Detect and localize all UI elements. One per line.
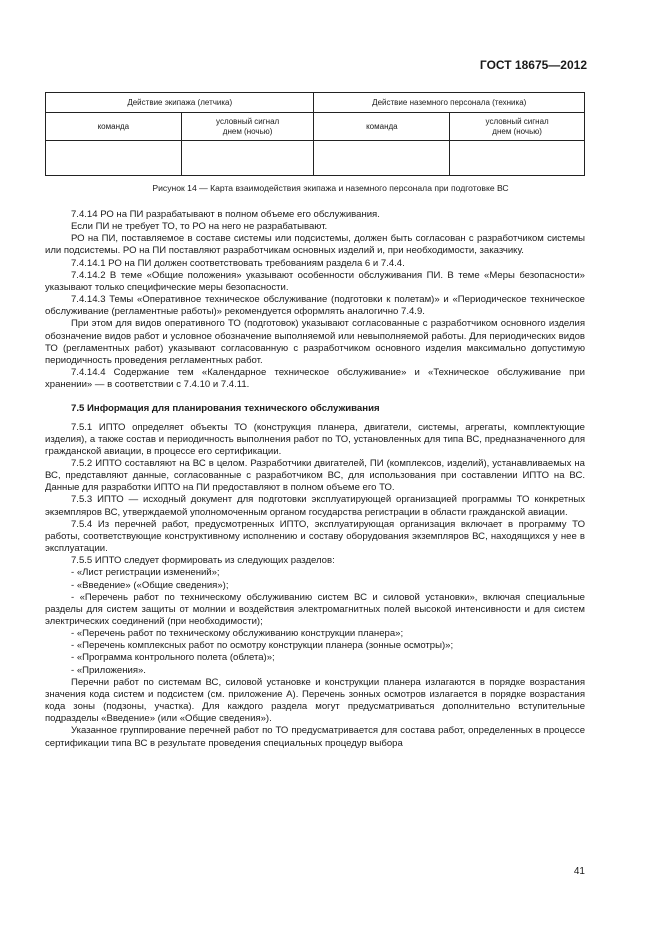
- ground-signal-label: условный сигнал: [485, 116, 549, 126]
- ground-command-header: команда: [314, 113, 450, 141]
- section-heading: 7.5 Информация для планирования технического обслуживания: [71, 403, 380, 415]
- table-empty-cell: [450, 141, 585, 176]
- paragraph: Если ПИ не требует ТО, то РО на него не разрабатывают.: [71, 221, 328, 233]
- ground-signal-sublabel: днем (ночью): [492, 126, 542, 136]
- document-header: ГОСТ 18675—2012: [479, 58, 587, 72]
- paragraph: 7.4.14.3 Темы «Оперативное техническое обслуживание (подготовки к полетам)» и «Периодическое техническое обслуживание (регламентные работы)» рекомендуется оформлять аналогично 7.4.9.: [45, 294, 585, 318]
- list-item: - «Перечень комплексных работ по осмотру конструкции планера (зонные осмотры)»;: [71, 640, 454, 652]
- paragraph: 7.5.1 ИПТО определяет объекты ТО (конструкция планера, двигатели, системы, агрегаты, комплектующие изделия), а также состав и периодичность выполнения работ по ТО, установленных для типа ВС, предназначенного для гражданской авиации, в процессе его сертификации.: [45, 421, 585, 457]
- interaction-card-table: [45, 92, 585, 176]
- paragraph: Перечни работ по системам ВС, силовой установке и конструкции планера излагаются в порядке возрастания значения кода систем и подсистем (см. приложение А). Перечень зонных осмотров излагается в порядке возрастания кода зоны (подзоны, участка). Для каждого раздела могут предусматриваться дополнительно вступительные подразделы «Введение» (или «Общие сведения»).: [45, 676, 585, 725]
- page-number: 41: [573, 866, 585, 877]
- crew-signal-sublabel: днем (ночью): [222, 126, 273, 136]
- paragraph: При этом для видов оперативного ТО (подготовок) указывают согласованные с разработчиком основного изделия обозначение видов работ и условное обозначение выполняемой или невыполняемой работы. Для периодических видов ТО (регламентных работ) указывают согласованную с разработчиком основного изделия максимально допустимую периодичность проведения регламентных работ.: [45, 318, 585, 366]
- list-item: - «Введение» («Общие сведения»);: [71, 579, 229, 591]
- crew-action-header: Действие экипажа (летчика): [46, 93, 314, 113]
- table-empty-cell: [46, 141, 182, 176]
- figure-caption: Рисунок 14 — Карта взаимодействия экипажа и наземного персонала при подготовке ВС: [152, 183, 509, 193]
- paragraph: 7.4.14.4 Содержание тем «Календарное техническое обслуживание» и «Техническое обслуживание при хранении» — в соответствии с 7.4.10 и 7.4.11.: [45, 367, 585, 391]
- paragraph: 7.5.3 ИПТО — исходный документ для подготовки эксплуатирующей организацией программы ТО конкретных экземпляров ВС, утверждаемой уполномоченным органом государства регистрации в области гражданской авиации.: [45, 494, 585, 518]
- crew-signal-label: условный сигнал: [216, 116, 280, 126]
- paragraph: 7.5.5 ИПТО следует формировать из следующих разделов:: [71, 555, 335, 567]
- crew-command-header: команда: [46, 113, 182, 141]
- ground-action-header: Действие наземного персонала (техника): [314, 93, 585, 113]
- paragraph: РО на ПИ, поставляемое в составе системы или подсистемы, должен быть согласован с разработчиком системы или подсистемы. РО на ПИ поставляют разработчикам основных изделий и, при необходимости, заказчику.: [45, 233, 585, 257]
- body-text: [45, 209, 585, 750]
- list-item: - «Программа контрольного полета (облета)»;: [71, 652, 275, 664]
- paragraph: 7.4.14 РО на ПИ разрабатывают в полном объеме его обслуживания.: [71, 209, 380, 220]
- ground-signal-header: [450, 113, 585, 141]
- list-item: - «Приложения».: [71, 664, 146, 676]
- paragraph: 7.4.14.1 РО на ПИ должен соответствовать требованиям раздела 6 и 7.4.4.: [71, 257, 405, 269]
- crew-signal-header: [181, 113, 314, 141]
- list-item: - «Перечень работ по техническому обслуживанию конструкции планера»;: [71, 628, 404, 640]
- paragraph: 7.5.4 Из перечней работ, предусмотренных ИПТО, эксплуатирующая организация включает в программу ТО работы, соответствующие конструктивному исполнению и составу оборудования экземпляров ВС, находящихся у нее в эксплуатации.: [45, 518, 585, 555]
- list-item: - «Перечень работ по техническому обслуживанию систем ВС и силовой установки», включая специальные разделы для систем защиты от молнии и воздействия электромагнитных полей высокой интенсивности и для систем электрических соединений (при необходимости);: [45, 591, 585, 627]
- paragraph: 7.5.2 ИПТО составляют на ВС в целом. Разработчики двигателей, ПИ (комплексов, изделий), устанавливаемых на ВС, представляют данные, согласованные с разработчиком ВС, для использования при составлении ИПТО на ВС. Данные для разработки ИПТО на ПИ предоставляют в полном объеме его ТО.: [45, 457, 585, 494]
- table-empty-cell: [314, 141, 450, 176]
- table-empty-cell: [181, 141, 314, 176]
- list-item: - «Лист регистрации изменений»;: [71, 567, 220, 579]
- paragraph: 7.4.14.2 В теме «Общие положения» указывают особенности обслуживания ПИ. В теме «Меры безопасности» указывают только специфические меры безопасности.: [45, 269, 585, 293]
- paragraph: Указанное группирование перечней работ по ТО предусматривается для состава работ, определенных в процессе сертификации типа ВС в результате проведения специальных процедур выбора: [45, 725, 585, 749]
